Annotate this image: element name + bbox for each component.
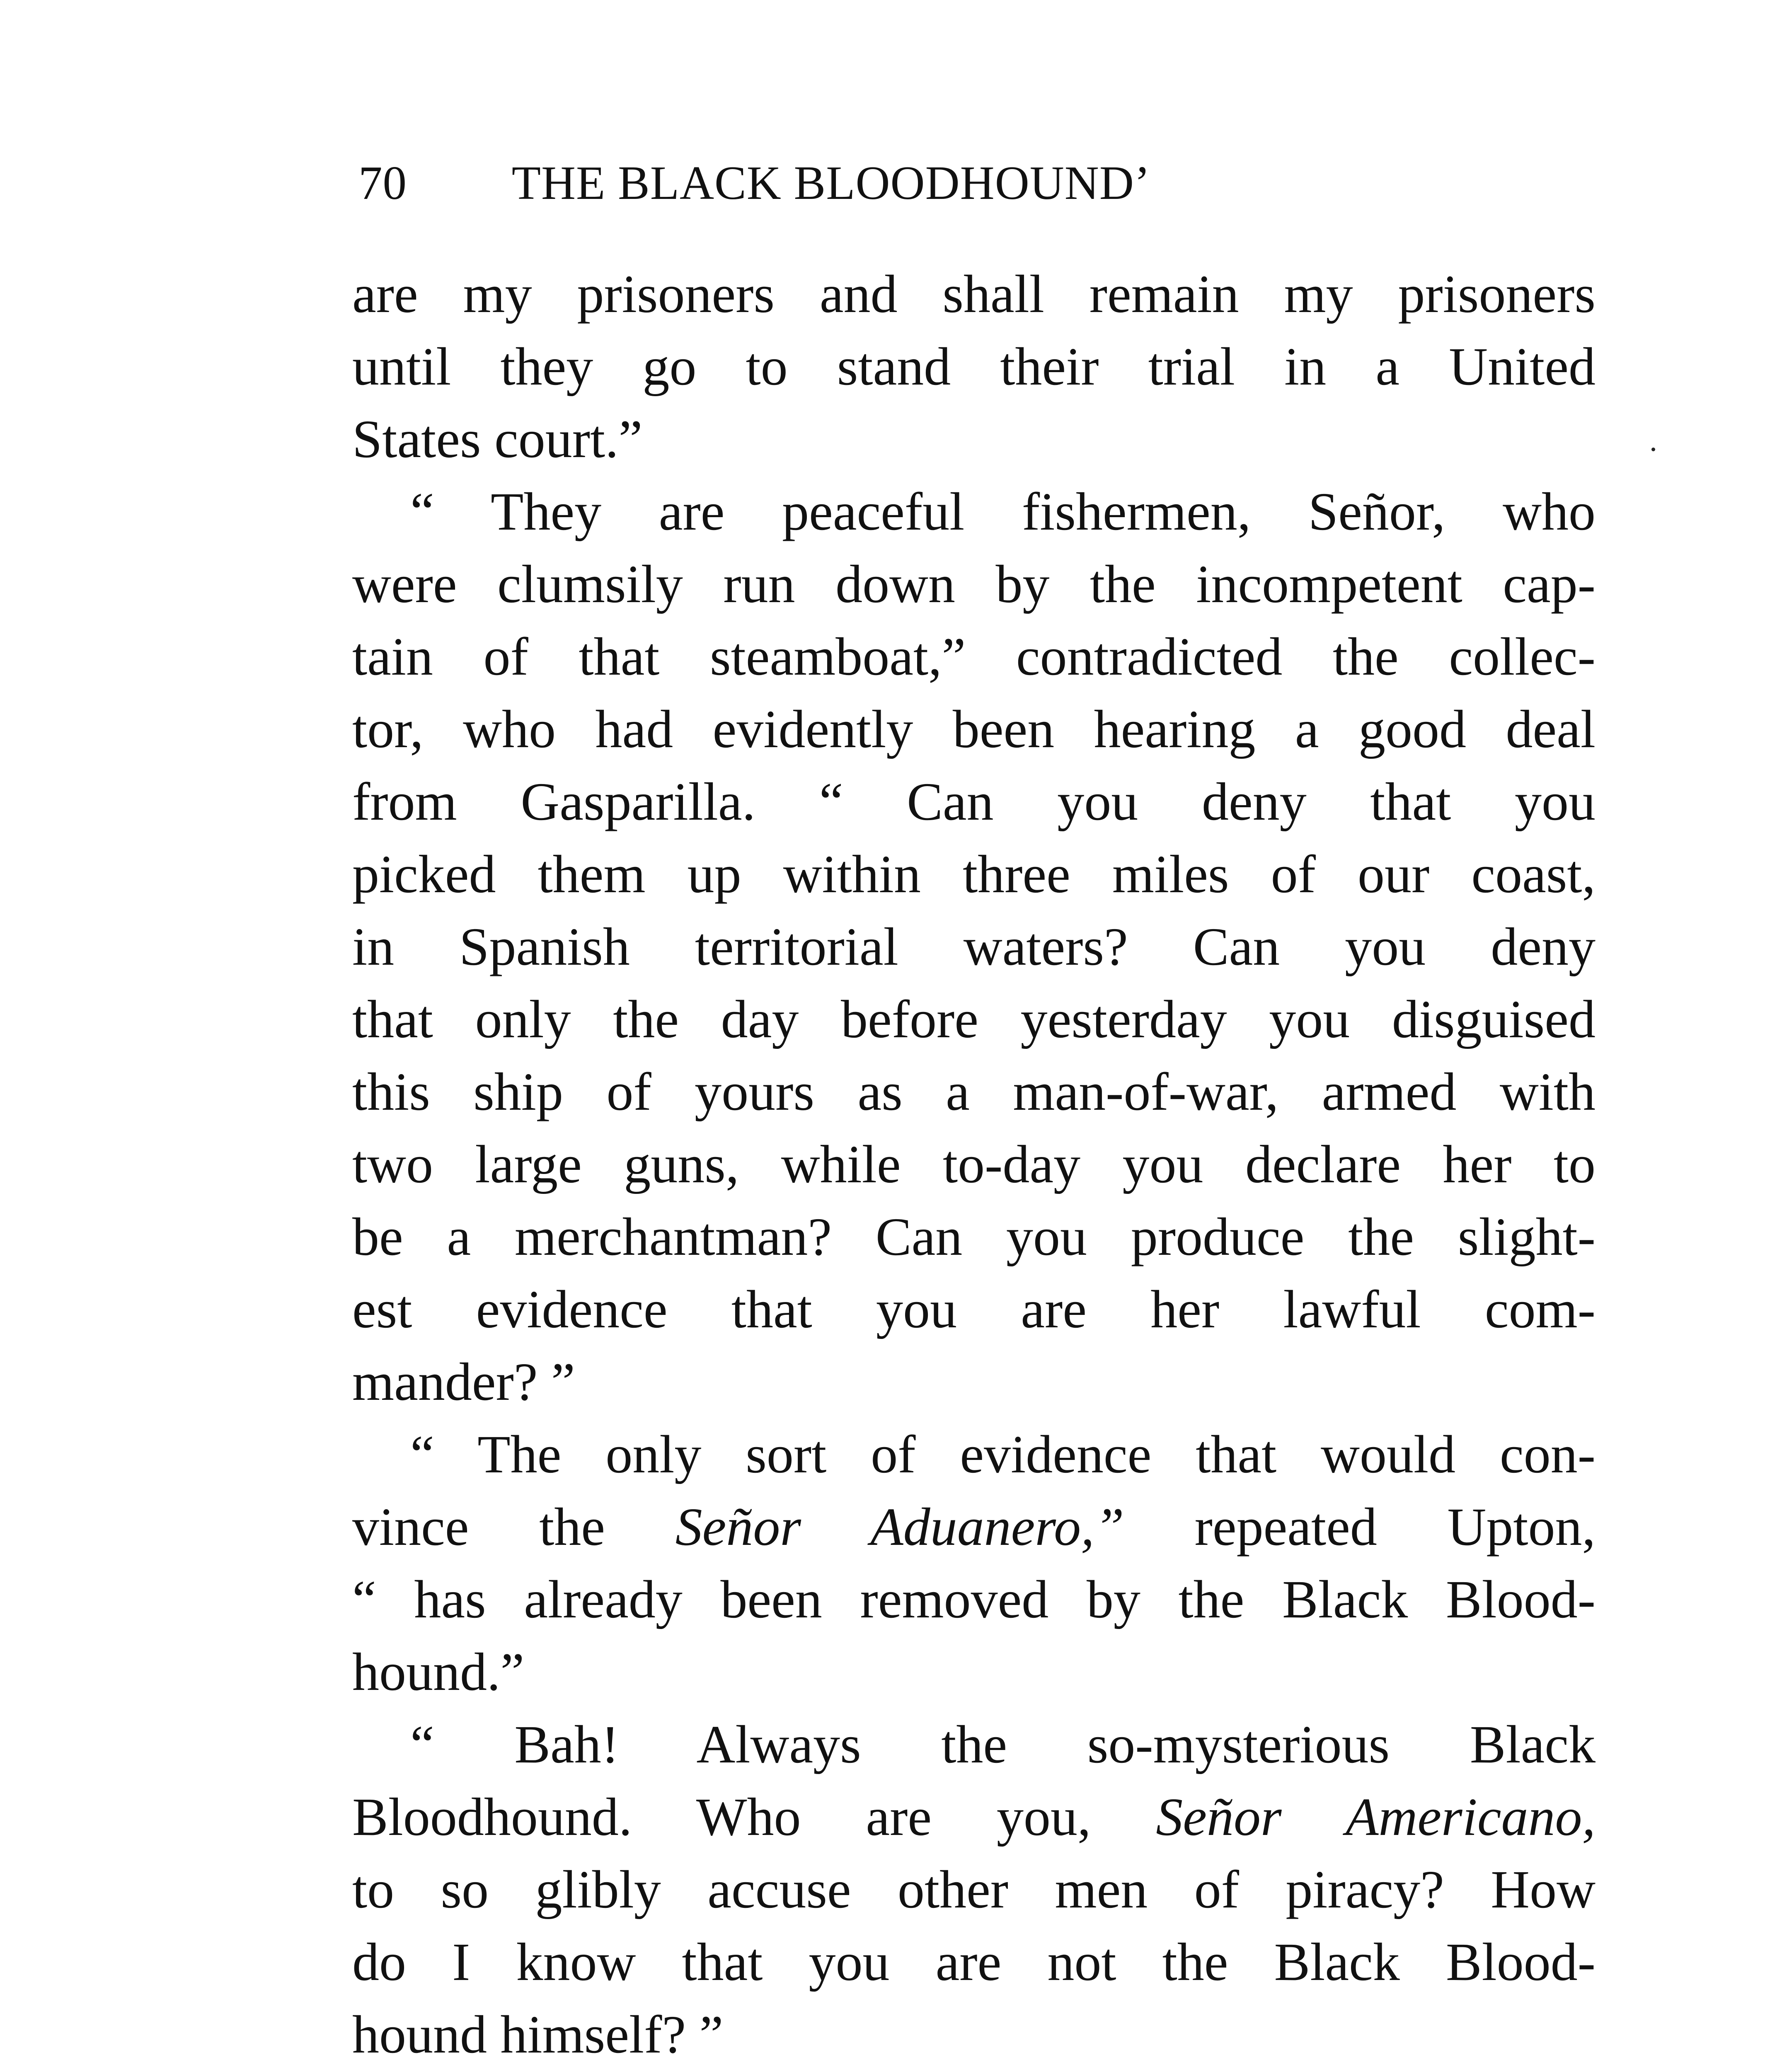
text-line: “ Bah! Always the so-mysterious Black	[410, 1715, 1596, 1774]
text-line: hound himself? ”	[352, 2005, 724, 2065]
page-header	[358, 154, 1602, 212]
text-line: picked them up within three miles of our coast,	[352, 845, 1596, 904]
text-line-with-italic	[352, 1782, 1596, 1852]
text-line: hound.”	[352, 1642, 525, 1702]
text-line: be a merchantman? Can you produce the slight-	[352, 1207, 1596, 1267]
text-line: “ They are peaceful fishermen, Señor, who	[410, 482, 1596, 542]
italic-phrase: Señor Aduanero,”	[675, 1497, 1124, 1557]
text-line: tor, who had evidently been hearing a good deal	[352, 700, 1596, 759]
text-line: this ship of yours as a man-of-war, armed with	[352, 1062, 1596, 1122]
text-line: States court.”	[352, 409, 643, 469]
text-line-with-italic	[352, 1492, 1596, 1562]
page-number: 70	[358, 157, 407, 209]
text-segment: Bloodhound. Who are you,	[352, 1787, 1156, 1847]
italic-phrase: Señor Americano,	[1156, 1787, 1596, 1847]
text-line: two large guns, while to-day you declare her to	[352, 1135, 1596, 1194]
text-line: in Spanish territorial waters? Can you deny	[352, 917, 1596, 977]
text-line: mander? ”	[352, 1352, 575, 1412]
text-line: tain of that steamboat,” contradicted the collec-	[352, 627, 1596, 687]
text-line: that only the day before yesterday you disguised	[352, 990, 1596, 1049]
text-line: from Gasparilla. “ Can you deny that you	[352, 772, 1596, 832]
text-segment: repeated Upton,	[1124, 1497, 1596, 1557]
print-speck	[1651, 448, 1655, 451]
text-line: were clumsily run down by the incompetent cap-	[352, 554, 1596, 614]
text-line: until they go to stand their trial in a United	[352, 337, 1596, 397]
text-line: “ has already been removed by the Black Blood-	[352, 1570, 1596, 1629]
text-line: are my prisoners and shall remain my prisoners	[352, 264, 1596, 324]
running-head: THE BLACK BLOODHOUND’	[511, 157, 1151, 209]
text-line: to so glibly accuse other men of piracy? How	[352, 1860, 1596, 1920]
text-segment: vince the	[352, 1497, 676, 1557]
text-line: est evidence that you are her lawful com-	[352, 1280, 1596, 1339]
text-line: “ The only sort of evidence that would con-	[410, 1425, 1596, 1484]
text-line: do I know that you are not the Black Blood-	[352, 1932, 1596, 1992]
